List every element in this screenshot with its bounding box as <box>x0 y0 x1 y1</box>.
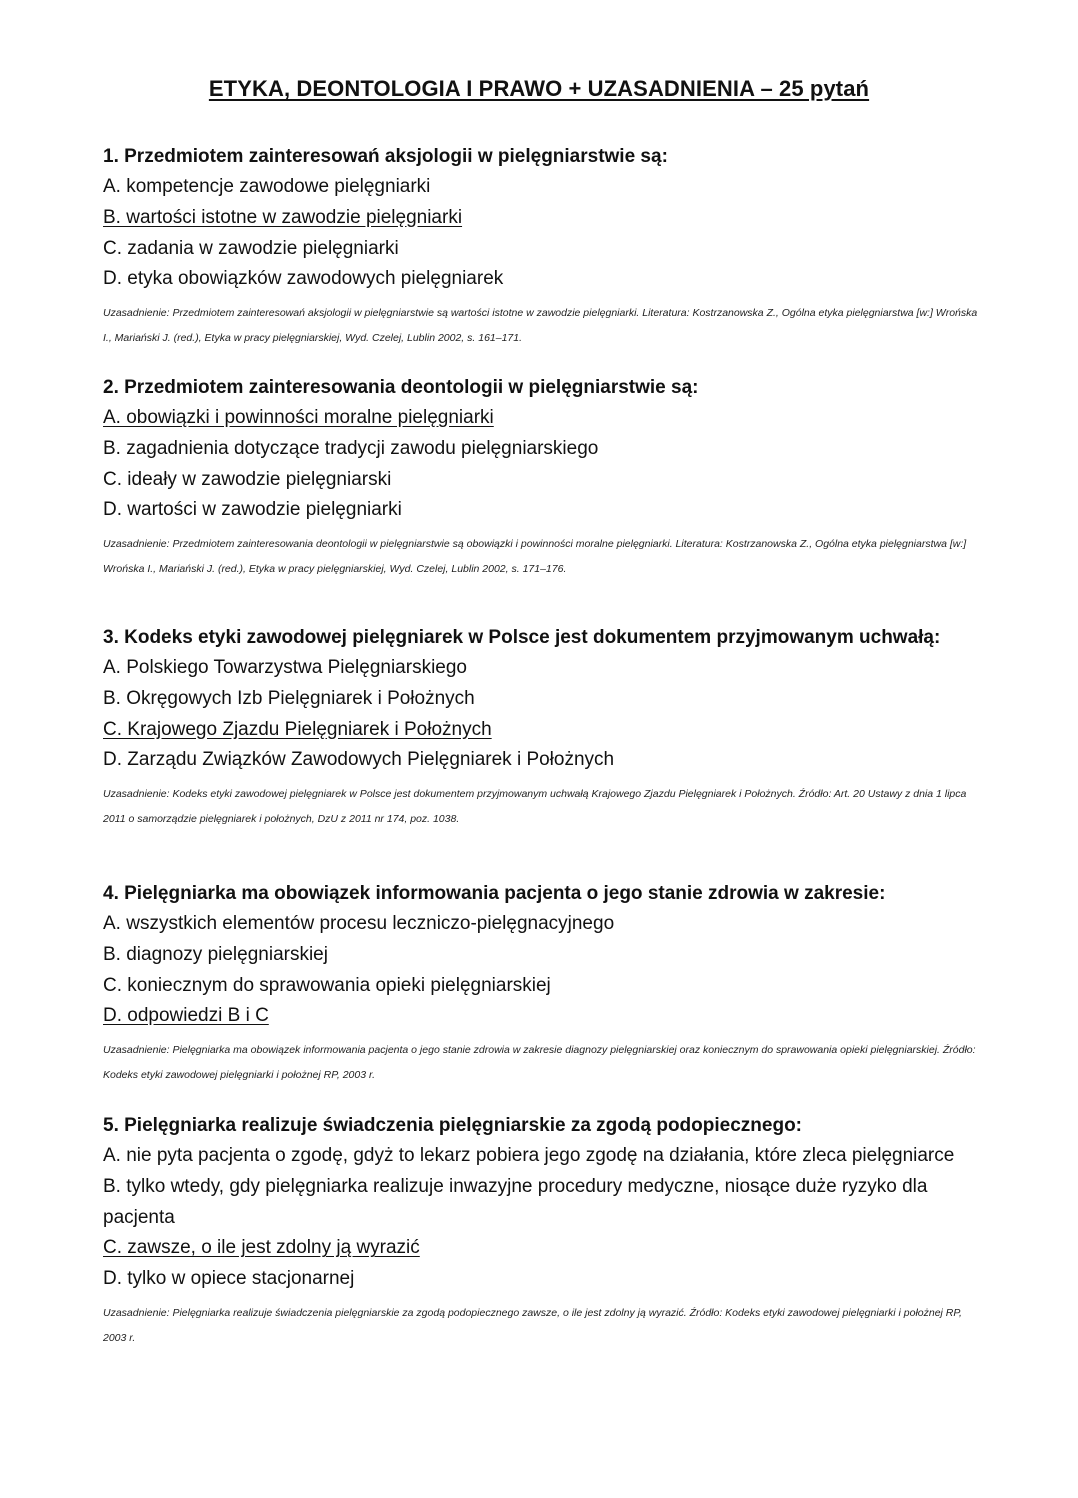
answer-option-d <box>103 745 983 776</box>
option-text: A. wszystkich elementów procesu leczniczo-pielęgnacyjnego <box>103 913 615 934</box>
question-text: 2. Przedmiotem zainteresowania deontologii w pielęgniarstwie są: <box>103 377 699 398</box>
option-text: B. diagnozy pielęgniarskiej <box>103 943 328 965</box>
answer-option-c-correct <box>103 715 983 746</box>
option-text: D. wartości w zawodzie pielęgniarki <box>103 499 402 521</box>
justification-text: Uzasadnienie: Pielęgniarka realizuje świadczenia pielęgniarskie za zgodą podopiecznego zawsze, o ile jest zdolny ją wyrazić. Źródło: Kodeks etyki zawodowej pielęgniarki i położnej RP, 2003 r. <box>103 1306 962 1344</box>
answer-option-b <box>103 1172 983 1234</box>
answer-option-c-correct <box>103 1233 983 1264</box>
option-text: C. Krajowego Zjazdu Pielęgniarek i Położnych <box>103 718 492 740</box>
option-text: A. obowiązki i powinności moralne pielęgniarki <box>103 407 494 428</box>
page-title: ETYKA, DEONTOLOGIA I PRAWO + UZASADNIENIA – 25 pytań <box>208 76 870 101</box>
answer-option-b <box>103 940 983 971</box>
answer-option-a <box>103 1141 983 1172</box>
option-text: D. odpowiedzi B i C <box>103 1005 269 1027</box>
question-4 <box>103 879 983 1088</box>
option-text: B. wartości istotne w zawodzie pielęgniarki <box>103 206 463 228</box>
answer-option-d <box>103 264 983 295</box>
option-text: D. etyka obowiązków zawodowych pielęgniarek <box>103 268 504 290</box>
question-text: 4. Pielęgniarka ma obowiązek informowania pacjenta o jego stanie zdrowia w zakresie: <box>103 883 886 904</box>
answer-option-a <box>103 909 983 940</box>
answer-option-d <box>103 1264 983 1295</box>
option-text: C. zawsze, o ile jest zdolny ją wyrazić <box>103 1237 420 1259</box>
question-5 <box>103 1111 983 1351</box>
answer-option-a <box>103 653 983 684</box>
option-text: D. Zarządu Związków Zawodowych Pielęgniarek i Położnych <box>103 749 615 771</box>
justification-text: Uzasadnienie: Kodeks etyki zawodowej pielęgniarek w Polsce jest dokumentem przyjmowanym uchwałą Krajowego Zjazdu Pielęgniarek i Położnych. Źródło: Art. 20 Ustawy z dnia 1 lipca 2011 o samorządzie pielęgniarek i położnych, DzU z 2011 nr 174, poz. 1038. <box>103 788 967 826</box>
answer-option-d <box>103 495 983 526</box>
answer-option-c <box>103 971 983 1002</box>
option-text: B. tylko wtedy, gdy pielęgniarka realizuje inwazyjne procedury medyczne, niosące duże ryzyko dla pacjenta <box>103 1175 928 1228</box>
option-text: B. Okręgowych Izb Pielęgniarek i Położnych <box>103 687 475 709</box>
question-text: 1. Przedmiotem zainteresowań aksjologii w pielęgniarstwie są: <box>103 146 668 167</box>
answer-option-c <box>103 465 983 496</box>
answer-option-d-correct <box>103 1001 983 1032</box>
option-text: A. Polskiego Towarzystwa Pielęgniarskiego <box>103 657 467 678</box>
option-text: C. koniecznym do sprawowania opieki pielęgniarskiej <box>103 974 551 996</box>
justification-text: Uzasadnienie: Przedmiotem zainteresowania deontologii w pielęgniarstwie są obowiązki i powinności moralne pielęgniarki. Literatura: Kostrzanowska Z., Ogólna etyka pielęgniarstwa [w:] Wrońska I., Mariański J. (red.), Etyka w pracy pielęgniarskiej, Wyd. Czelej, Lublin 2002, s. 171–176. <box>103 538 967 576</box>
answer-option-b <box>103 684 983 715</box>
answer-option-a <box>103 172 983 203</box>
question-text: 5. Pielęgniarka realizuje świadczenia pielęgniarskie za zgodą podopiecznego: <box>103 1115 803 1136</box>
option-text: D. tylko w opiece stacjonarnej <box>103 1268 355 1290</box>
option-text: C. ideały w zawodzie pielęgniarski <box>103 468 392 490</box>
question-text: 3. Kodeks etyki zawodowej pielęgniarek w Polsce jest dokumentem przyjmowanym uchwałą: <box>103 627 941 648</box>
question-1 <box>103 142 983 351</box>
question-3 <box>103 623 983 832</box>
answer-option-b <box>103 434 983 465</box>
question-2 <box>103 373 983 582</box>
justification-text: Uzasadnienie: Przedmiotem zainteresowań aksjologii w pielęgniarstwie są wartości istotne w zawodzie pielęgniarki. Literatura: Kostrzanowska Z., Ogólna etyka pielęgniarstwa [w:] Wrońska I., Mariański J. (red.), Etyka w pracy pielęgniarskiej, Wyd. Czelej, Lublin 2002, s. 161–171. <box>103 307 978 345</box>
option-text: A. nie pyta pacjenta o zgodę, gdyż to lekarz pobiera jego zgodę na działania, które zleca pielęgniarce <box>103 1145 955 1166</box>
option-text: A. kompetencje zawodowe pielęgniarki <box>103 176 431 197</box>
answer-option-a-correct <box>103 403 983 434</box>
option-text: C. zadania w zawodzie pielęgniarki <box>103 237 399 259</box>
option-text: B. zagadnienia dotyczące tradycji zawodu pielęgniarskiego <box>103 437 599 459</box>
answer-option-b-correct <box>103 203 983 234</box>
justification-text: Uzasadnienie: Pielęgniarka ma obowiązek informowania pacjenta o jego stanie zdrowia w zakresie diagnozy pielęgniarskiej oraz koniecznym do sprawowania opieki pielęgniarskiej. Źródło: Kodeks etyki zawodowej pielęgniarki i położnej RP, 2003 r. <box>103 1044 976 1082</box>
answer-option-c <box>103 234 983 265</box>
